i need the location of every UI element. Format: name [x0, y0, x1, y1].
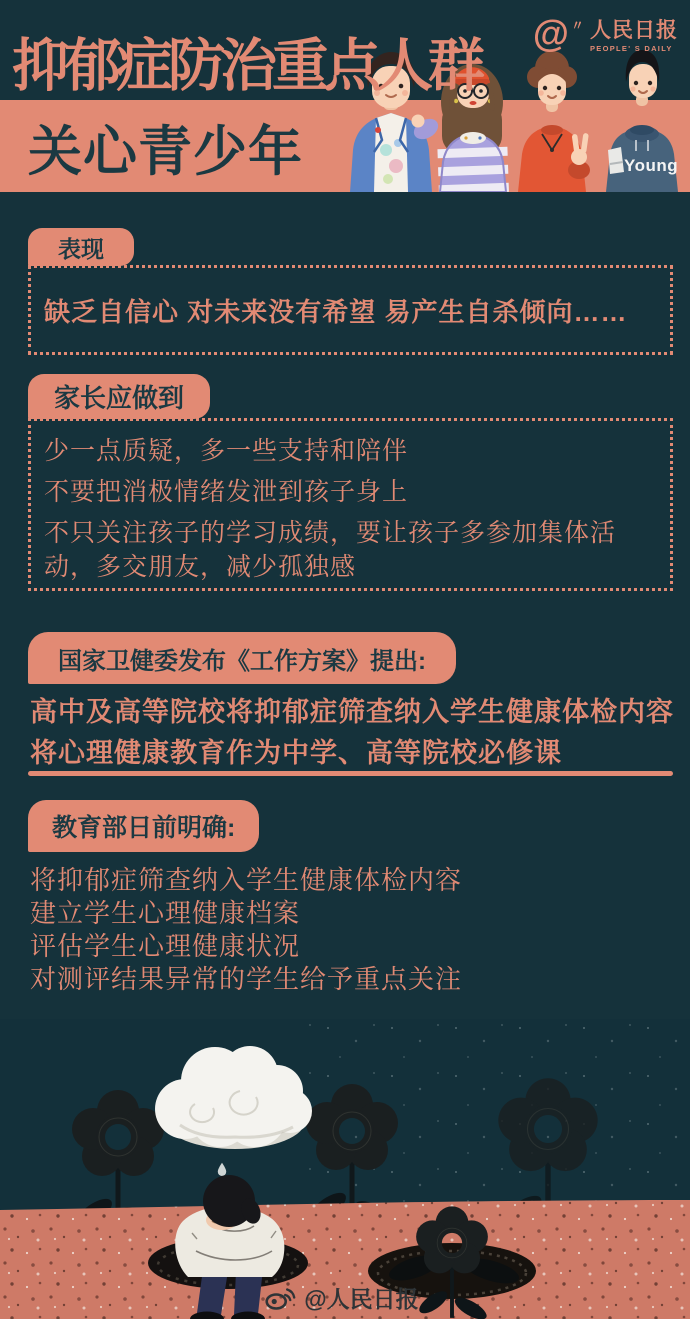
- education-ministry-lines: [30, 864, 462, 996]
- education-line: 对测评结果异常的学生给予重点关注: [30, 964, 463, 994]
- education-line: 将抑郁症筛查纳入学生健康体检内容: [30, 865, 463, 895]
- logo-text: [590, 20, 678, 53]
- section-label-parents: 家长应做到: [28, 374, 210, 419]
- logo-name: 人民日报: [590, 19, 678, 42]
- quote-ticks-icon: 〃: [570, 18, 585, 33]
- symptoms-line: 缺乏自信心 对未来没有希望 易产生自杀倾向……: [44, 296, 628, 327]
- parents-box: [28, 418, 673, 591]
- hoodie-young-text: Young: [624, 156, 679, 175]
- parents-line: 少一点质疑，多一些支持和陪伴: [44, 437, 409, 465]
- education-line: 建立学生心理健康档案: [30, 898, 301, 928]
- peoples-daily-logo: [532, 13, 678, 54]
- footer-credit: [265, 1281, 418, 1314]
- logo-subtitle: PEOPLE' S DAILY: [590, 44, 673, 53]
- symptoms-box: [28, 265, 673, 355]
- sad-boy-illustration: [0, 1019, 690, 1319]
- section-label-education-ministry: 教育部日前明确:: [28, 800, 259, 852]
- health-commission-lines: [30, 692, 674, 774]
- page-subtitle: 关心青少年: [28, 122, 303, 182]
- weibo-icon: [265, 1285, 297, 1310]
- parents-line: 不要把消极情绪发泄到孩子身上: [44, 478, 409, 506]
- education-line: 评估学生心理健康状况: [30, 931, 301, 961]
- health-commission-line: 高中及高等院校将抑郁症筛查纳入学生健康体检内容: [30, 697, 674, 727]
- section-label-symptoms: 表现: [28, 228, 134, 266]
- at-icon: @: [532, 13, 569, 54]
- section-label-health-commission: 国家卫健委发布《工作方案》提出:: [28, 632, 456, 684]
- credit-text: @人民日报: [304, 1286, 419, 1312]
- health-commission-line: 将心理健康教育作为中学、高等院校必修课: [30, 738, 562, 768]
- boy-young-hoodie: [606, 50, 678, 192]
- page-title: 抑郁症防治重点人群: [12, 34, 480, 98]
- parents-line: 不只关注孩子的学习成绩，要让孩子多参加集体活动，多交朋友，减少孤独感: [44, 519, 617, 581]
- boy-orange-tee-peace-sign: [518, 51, 590, 192]
